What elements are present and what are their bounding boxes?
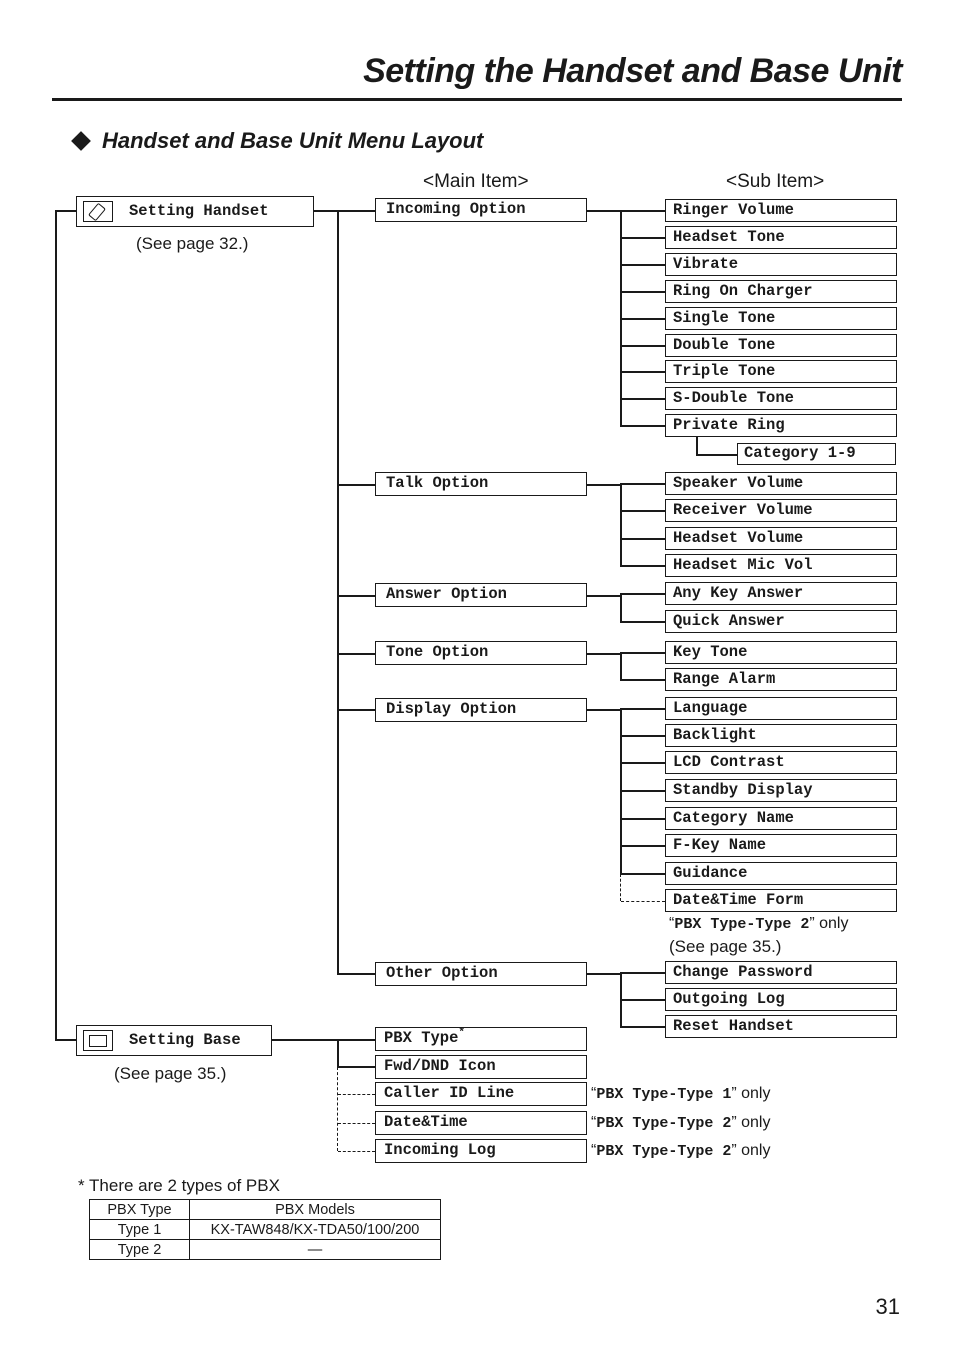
sub-item-incoming[interactable]: Ringer Volume [665, 199, 897, 222]
dashed-branch-line [621, 901, 665, 902]
condition-note: “PBX Type-Type 1” only [591, 1085, 771, 1103]
main-branch-line [337, 1066, 375, 1068]
sub-trunk-line [620, 595, 622, 622]
table-row [90, 1220, 441, 1240]
sub-branch-line [620, 762, 665, 764]
main-branch-line [337, 484, 375, 486]
dashed-branch-line [338, 1123, 375, 1124]
sub-branch-line [620, 1026, 665, 1028]
diamond-bullet-icon [71, 131, 91, 151]
root-label: Setting Base [129, 1030, 241, 1049]
main-item-incoming-option[interactable]: Incoming Option [375, 198, 587, 222]
sub-branch-line [620, 210, 665, 212]
sub-item-display[interactable]: Guidance [665, 862, 897, 885]
sub-item-incoming[interactable]: Double Tone [665, 334, 897, 357]
table-row [90, 1240, 441, 1260]
pbx-table [89, 1199, 441, 1260]
sub-item-tone[interactable]: Range Alarm [665, 668, 897, 691]
table-cell: KX-TAW848/KX-TDA50/100/200 [190, 1220, 441, 1240]
sub-branch-line [620, 318, 665, 320]
base-trunk-line [337, 1039, 339, 1067]
table-cell: Type 1 [90, 1220, 190, 1240]
sub-branch-line [620, 371, 665, 373]
main-item-caller-id-line[interactable]: Caller ID Line [375, 1082, 587, 1106]
sub-trunk-line [620, 709, 622, 874]
main-branch-line [337, 709, 375, 711]
main-item-talk-option[interactable]: Talk Option [375, 472, 587, 496]
table-header-cell: PBX Models [190, 1200, 441, 1220]
sub-trunk-line [620, 484, 622, 566]
sub-item-answer[interactable]: Quick Answer [665, 610, 897, 633]
sub-branch-line [620, 291, 665, 293]
condition-note: “PBX Type-Type 2” only [669, 915, 849, 933]
title-rule [52, 98, 902, 101]
sub-branch-line [620, 264, 665, 266]
main-item-tone-option[interactable]: Tone Option [375, 641, 587, 665]
main-branch-line [337, 595, 375, 597]
main-branch-line [337, 653, 375, 655]
root-setting-base[interactable] [76, 1025, 272, 1056]
handset-connector-line [314, 210, 338, 212]
sub-item-display[interactable]: Standby Display [665, 779, 897, 802]
table-header-row [90, 1200, 441, 1220]
footnote: * There are 2 types of PBX [78, 1176, 280, 1195]
sub-item-incoming[interactable]: Ring On Charger [665, 280, 897, 303]
sub-item-talk[interactable]: Speaker Volume [665, 472, 897, 495]
sub-branch-line [620, 237, 665, 239]
main-item-label: PBX Type [384, 1029, 459, 1048]
dashed-trunk-line [620, 874, 621, 901]
sub-item-incoming[interactable]: S-Double Tone [665, 387, 897, 410]
sub-item-talk[interactable]: Headset Volume [665, 527, 897, 550]
main-item-fwd-dnd-icon[interactable]: Fwd/DND Icon [375, 1055, 587, 1079]
root-connector-line [55, 1039, 76, 1041]
main-item-display-option[interactable]: Display Option [375, 698, 587, 722]
dashed-branch-line [338, 1151, 375, 1152]
sub-connector-line [587, 653, 621, 655]
child-item-category[interactable]: Category 1-9 [737, 443, 896, 465]
sub-item-display[interactable]: Category Name [665, 807, 897, 830]
sub-branch-line [620, 735, 665, 737]
sub-item-other[interactable]: Outgoing Log [665, 988, 897, 1011]
sub-branch-line [620, 565, 665, 567]
sub-item-incoming[interactable]: Private Ring [665, 414, 897, 437]
handset-trunk-line [337, 210, 339, 974]
sub-item-incoming[interactable]: Triple Tone [665, 360, 897, 383]
section-heading [72, 128, 483, 154]
sub-branch-line [620, 845, 665, 847]
sub-branch-line [620, 972, 665, 974]
section-title: Handset and Base Unit Menu Layout [102, 128, 484, 153]
see-page-note: (See page 35.) [669, 937, 782, 956]
footnote-mark: * [458, 1026, 466, 1039]
sub-branch-line [620, 425, 665, 427]
sub-branch-line [620, 999, 665, 1001]
sub-branch-line [620, 708, 665, 710]
dashed-trunk-line [337, 1067, 338, 1151]
sub-branch-line [620, 652, 665, 654]
base-connector-line [272, 1039, 338, 1041]
root-setting-handset[interactable] [76, 196, 314, 227]
sub-item-incoming[interactable]: Vibrate [665, 253, 897, 276]
sub-item-display[interactable]: Date&Time Form [665, 889, 897, 912]
sub-trunk-line [620, 653, 622, 680]
sub-branch-line [620, 790, 665, 792]
sub-item-display[interactable]: Language [665, 697, 897, 720]
child-connector-line [696, 437, 698, 454]
see-page-note: (See page 32.) [136, 234, 249, 253]
sub-branch-line [620, 345, 665, 347]
sub-item-display[interactable]: Backlight [665, 724, 897, 747]
sub-branch-line [620, 510, 665, 512]
sub-item-incoming[interactable]: Single Tone [665, 307, 897, 330]
see-page-note: (See page 35.) [114, 1064, 227, 1083]
sub-item-talk[interactable]: Receiver Volume [665, 499, 897, 522]
sub-item-tone[interactable]: Key Tone [665, 641, 897, 664]
handset-icon [83, 201, 113, 222]
main-branch-line [337, 1039, 375, 1041]
sub-connector-line [587, 709, 621, 711]
sub-branch-line [620, 621, 665, 623]
root-connector-line [55, 210, 76, 212]
sub-connector-line [587, 595, 621, 597]
page-title: Setting the Handset and Base Unit [363, 52, 902, 90]
dashed-branch-line [338, 1094, 375, 1095]
sub-item-answer[interactable]: Any Key Answer [665, 582, 897, 605]
sub-branch-line [620, 398, 665, 400]
main-item-incoming-log[interactable]: Incoming Log [375, 1139, 587, 1163]
main-item-date-time[interactable]: Date&Time [375, 1111, 587, 1135]
sub-branch-line [620, 483, 665, 485]
main-item-pbx-type[interactable] [375, 1027, 587, 1051]
main-branch-line [337, 210, 375, 212]
table-cell: — [190, 1240, 441, 1260]
root-connector-line [55, 210, 57, 1040]
sub-item-other[interactable]: Change Password [665, 961, 897, 984]
sub-item-incoming[interactable]: Headset Tone [665, 226, 897, 249]
table-header-cell: PBX Type [90, 1200, 190, 1220]
table-cell: Type 2 [90, 1240, 190, 1260]
child-connector-line [696, 454, 738, 456]
main-branch-line [337, 973, 375, 975]
sub-item-display[interactable]: LCD Contrast [665, 751, 897, 774]
main-item-other-option[interactable]: Other Option [375, 962, 587, 986]
main-item-header: <Main Item> [423, 171, 529, 192]
sub-connector-line [587, 484, 621, 486]
condition-note: “PBX Type-Type 2” only [591, 1114, 771, 1132]
sub-item-talk[interactable]: Headset Mic Vol [665, 554, 897, 577]
base-unit-icon [83, 1030, 113, 1051]
sub-branch-line [620, 679, 665, 681]
sub-connector-line [587, 210, 621, 212]
sub-branch-line [620, 593, 665, 595]
condition-note: “PBX Type-Type 2” only [591, 1142, 771, 1160]
sub-branch-line [620, 873, 665, 875]
sub-item-header: <Sub Item> [726, 171, 825, 192]
sub-connector-line [587, 973, 621, 975]
root-label: Setting Handset [129, 201, 269, 220]
sub-branch-line [620, 818, 665, 820]
sub-branch-line [620, 538, 665, 540]
page-number: 31 [875, 1294, 900, 1319]
main-item-answer-option[interactable]: Answer Option [375, 583, 587, 607]
sub-item-display[interactable]: F-Key Name [665, 834, 897, 857]
sub-item-other[interactable]: Reset Handset [665, 1015, 897, 1038]
